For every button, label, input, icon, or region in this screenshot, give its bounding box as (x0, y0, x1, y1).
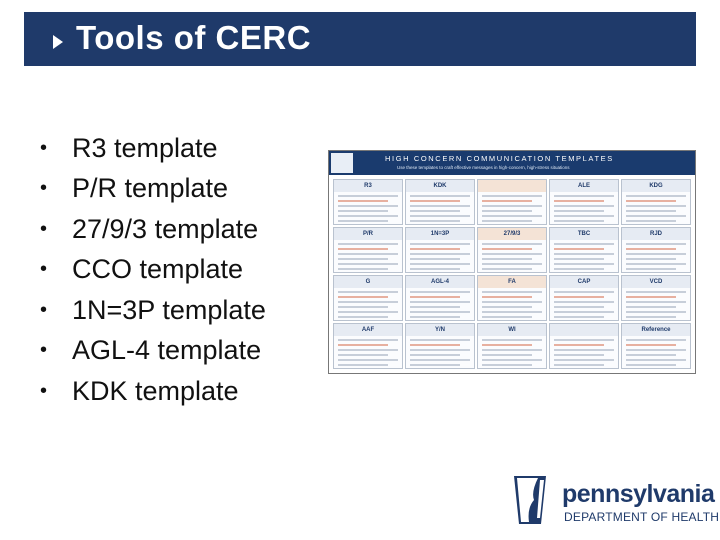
text-line (626, 268, 676, 270)
text-line (626, 215, 686, 217)
templates-reference-image (328, 150, 696, 374)
text-line (410, 364, 460, 366)
text-line (626, 291, 686, 293)
text-line (482, 301, 542, 303)
text-line (410, 253, 470, 255)
text-line (554, 248, 604, 250)
text-line (410, 215, 470, 217)
text-line (482, 349, 542, 351)
text-line (410, 220, 460, 222)
text-line (338, 195, 398, 197)
bullet-list (40, 128, 266, 412)
text-line (338, 296, 388, 298)
text-line (482, 359, 542, 361)
template-cell-title: WI (478, 324, 546, 336)
template-cell-title (478, 180, 546, 192)
text-line (482, 200, 532, 202)
text-line (482, 210, 532, 212)
text-line (482, 258, 532, 260)
text-line (410, 210, 460, 212)
text-line (554, 215, 614, 217)
list-item-label: AGL-4 template (72, 335, 262, 366)
template-cell-title: KDK (406, 180, 474, 192)
text-line (554, 263, 614, 265)
text-line (554, 268, 604, 270)
text-line (410, 291, 470, 293)
text-line (338, 354, 388, 356)
template-cell-title: G (334, 276, 402, 288)
text-line (626, 311, 686, 313)
text-line (554, 364, 604, 366)
text-line (482, 344, 532, 346)
text-line (626, 205, 686, 207)
text-line (554, 349, 614, 351)
template-cell (477, 227, 547, 273)
template-cell (621, 227, 691, 273)
text-line (626, 210, 676, 212)
arrow-right-icon (53, 35, 63, 49)
text-line (626, 253, 686, 255)
text-line (338, 344, 388, 346)
text-line (338, 301, 398, 303)
text-line (626, 258, 676, 260)
text-line (554, 306, 604, 308)
reference-image-subtitle: Use these templates to craft effective messages in high-concern, high-stress situations (397, 165, 570, 170)
text-line (626, 306, 676, 308)
text-line (338, 215, 398, 217)
list-item (40, 290, 266, 331)
template-cell-title: TBC (550, 228, 618, 240)
bullet-icon: • (40, 298, 48, 321)
text-line (482, 248, 532, 250)
text-line (338, 268, 388, 270)
text-line (482, 220, 532, 222)
text-line (554, 220, 604, 222)
list-item (40, 331, 266, 372)
text-line (410, 200, 460, 202)
bullet-icon: • (40, 339, 48, 362)
template-cell (333, 179, 403, 225)
template-cell-title: Y/N (406, 324, 474, 336)
text-line (626, 344, 676, 346)
text-line (626, 200, 676, 202)
text-line (554, 291, 614, 293)
template-cell-title: ALE (550, 180, 618, 192)
template-cell-title (550, 324, 618, 336)
template-cell-title: 1N=3P (406, 228, 474, 240)
text-line (410, 359, 470, 361)
template-cell-title: VCD (622, 276, 690, 288)
text-line (410, 301, 470, 303)
text-line (338, 364, 388, 366)
template-cell-title: P/R (334, 228, 402, 240)
list-item-label: 1N=3P template (72, 294, 266, 325)
text-line (626, 339, 686, 341)
template-cell-title: KDG (622, 180, 690, 192)
text-line (410, 258, 460, 260)
text-line (410, 243, 470, 245)
template-cell-title: RJD (622, 228, 690, 240)
list-item (40, 371, 266, 412)
template-cell-title: AGL-4 (406, 276, 474, 288)
text-line (338, 253, 398, 255)
text-line (338, 200, 388, 202)
template-cell (549, 275, 619, 321)
text-line (338, 205, 398, 207)
text-line (554, 296, 604, 298)
text-line (482, 311, 542, 313)
text-line (482, 291, 542, 293)
text-line (482, 316, 532, 318)
text-line (626, 316, 676, 318)
text-line (410, 263, 470, 265)
template-cell (405, 179, 475, 225)
text-line (410, 248, 460, 250)
logo-department: DEPARTMENT OF HEALTH (564, 510, 720, 524)
template-cell (621, 179, 691, 225)
title-bar (24, 12, 696, 66)
list-item (40, 169, 266, 210)
list-item-label: KDK template (72, 375, 239, 406)
text-line (554, 200, 604, 202)
template-cell-title: FA (478, 276, 546, 288)
text-line (554, 344, 604, 346)
text-line (338, 210, 388, 212)
text-line (482, 296, 532, 298)
text-line (626, 195, 686, 197)
template-cell-title: 27/9/3 (478, 228, 546, 240)
text-line (554, 311, 614, 313)
template-cell (477, 179, 547, 225)
text-line (338, 291, 398, 293)
template-cell (333, 323, 403, 369)
template-cell (549, 179, 619, 225)
text-line (554, 258, 604, 260)
text-line (554, 354, 604, 356)
template-cell (405, 275, 475, 321)
template-cell (477, 275, 547, 321)
text-line (482, 354, 532, 356)
template-cell (549, 227, 619, 273)
text-line (554, 359, 614, 361)
text-line (554, 195, 614, 197)
template-cell-title: CAP (550, 276, 618, 288)
bullet-icon: • (40, 136, 48, 159)
text-line (338, 258, 388, 260)
reference-image-title: HIGH CONCERN COMMUNICATION TEMPLATES (385, 154, 614, 163)
text-line (338, 349, 398, 351)
text-line (410, 268, 460, 270)
list-item-label: R3 template (72, 132, 218, 163)
list-item (40, 128, 266, 169)
text-line (554, 210, 604, 212)
text-line (338, 316, 388, 318)
text-line (626, 354, 676, 356)
text-line (626, 349, 686, 351)
template-grid (333, 179, 691, 369)
logo-wordmark: pennsylvania (562, 480, 715, 508)
text-line (410, 296, 460, 298)
text-line (338, 243, 398, 245)
template-cell-title: Reference (622, 324, 690, 336)
text-line (410, 195, 470, 197)
text-line (554, 243, 614, 245)
text-line (338, 263, 398, 265)
text-line (338, 339, 398, 341)
list-item-label: P/R template (72, 173, 229, 204)
text-line (482, 364, 532, 366)
bullet-icon: • (40, 379, 48, 402)
bullet-icon: • (40, 217, 48, 240)
text-line (338, 359, 398, 361)
text-line (482, 306, 532, 308)
text-line (626, 248, 676, 250)
bullet-icon: • (40, 258, 48, 281)
template-cell (405, 323, 475, 369)
text-line (626, 263, 686, 265)
text-line (482, 243, 542, 245)
template-cell (333, 227, 403, 273)
text-line (410, 311, 470, 313)
list-item (40, 250, 266, 291)
text-line (626, 220, 676, 222)
reference-image-header (329, 151, 695, 175)
text-line (410, 354, 460, 356)
text-line (338, 248, 388, 250)
template-cell (621, 275, 691, 321)
text-line (410, 344, 460, 346)
text-line (626, 243, 686, 245)
text-line (626, 301, 686, 303)
text-line (482, 339, 542, 341)
text-line (338, 311, 398, 313)
text-line (626, 364, 676, 366)
text-line (626, 296, 676, 298)
template-cell (405, 227, 475, 273)
page-title: Tools of CERC (76, 19, 312, 56)
text-line (410, 306, 460, 308)
text-line (482, 263, 542, 265)
text-line (554, 316, 604, 318)
template-cell-title: R3 (334, 180, 402, 192)
text-line (482, 195, 542, 197)
list-item-label: CCO template (72, 254, 244, 285)
template-cell (621, 323, 691, 369)
text-line (338, 220, 388, 222)
keystone-icon (500, 470, 560, 530)
text-line (554, 301, 614, 303)
template-cell (477, 323, 547, 369)
text-line (338, 306, 388, 308)
template-cell (333, 275, 403, 321)
text-line (410, 205, 470, 207)
list-item (40, 209, 266, 250)
bullet-icon: • (40, 177, 48, 200)
text-line (482, 253, 542, 255)
text-line (554, 205, 614, 207)
text-line (410, 316, 460, 318)
text-line (482, 268, 532, 270)
text-line (626, 359, 686, 361)
template-cell (549, 323, 619, 369)
text-line (410, 339, 470, 341)
list-item-label: 27/9/3 template (72, 213, 259, 244)
template-cell-title: AAF (334, 324, 402, 336)
text-line (482, 215, 542, 217)
text-line (482, 205, 542, 207)
pennsylvania-doh-logo (500, 470, 720, 532)
text-line (554, 339, 614, 341)
cerc-logo-icon (331, 153, 353, 173)
text-line (410, 349, 470, 351)
text-line (554, 253, 614, 255)
